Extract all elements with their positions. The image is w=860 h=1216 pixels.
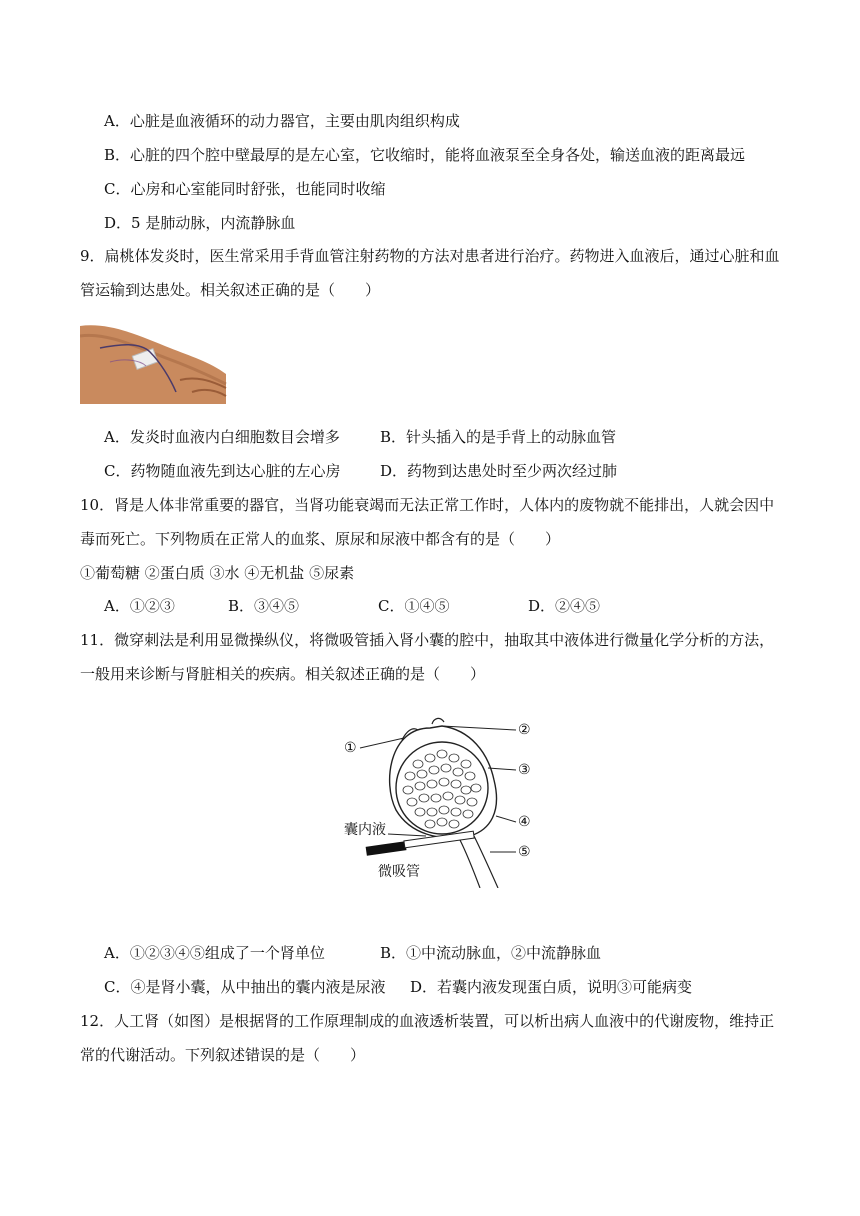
q11-stem-line1: 11．微穿刺法是利用显微操纵仪，将微吸管插入肾小囊的腔中，抽取其中液体进行微量化学分析的方法， [80, 631, 775, 649]
q11-option-a: A．①②③④⑤组成了一个肾单位 [104, 944, 325, 962]
q10-substance-list: ①葡萄糖 ②蛋白质 ③水 ④无机盐 ⑤尿素 [80, 564, 355, 582]
label-4: ④ [518, 814, 531, 830]
q10-option-a: A．①②③ [104, 597, 175, 615]
renal-corpuscle-diagram [330, 712, 550, 888]
q11-option-d: D．若囊内液发现蛋白质，说明③可能病变 [410, 978, 693, 996]
q8-option-b: B．心脏的四个腔中壁最厚的是左心室，它收缩时，能将血液泵至全身各处，输送血液的距离最远 [104, 146, 746, 164]
q8-option-c: C．心房和心室能同时舒张，也能同时收缩 [104, 180, 386, 198]
label-5: ⑤ [518, 844, 531, 860]
q10-option-d: D．②④⑤ [528, 597, 601, 615]
label-micropipette: 微吸管 [378, 864, 420, 880]
q9-option-d: D．药物到达患处时至少两次经过肺 [380, 462, 618, 480]
q9-option-c: C．药物随血液先到达心脏的左心房 [104, 462, 341, 480]
q11-option-c: C．④是肾小囊，从中抽出的囊内液是尿液 [104, 978, 386, 996]
q12-stem-line1: 12．人工肾（如图）是根据肾的工作原理制成的血液透析装置，可以析出病人血液中的代谢废物，维持正 [80, 1012, 775, 1030]
q9-stem-line2: 管运输到达患处。相关叙述正确的是（ ） [80, 281, 381, 299]
q10-option-b: B．③④⑤ [228, 597, 300, 615]
q9-option-b: B．针头插入的是手背上的动脉血管 [380, 428, 617, 446]
q10-stem-line1: 10．肾是人体非常重要的器官，当肾功能衰竭而无法正常工作时，人体内的废物就不能排出，人就会因中 [80, 496, 775, 514]
q9-stem-line1: 9．扁桃体发炎时，医生常采用手背血管注射药物的方法对患者进行治疗。药物进入血液后，通过心脏和血 [80, 247, 780, 265]
label-1: ① [344, 740, 357, 756]
q9-option-a: A．发炎时血液内白细胞数目会增多 [104, 428, 340, 446]
q11-stem-line2: 一般用来诊断与肾脏相关的疾病。相关叙述正确的是（ ） [80, 665, 486, 683]
q10-stem-line2: 毒而死亡。下列物质在正常人的血浆、原尿和尿液中都含有的是（ ） [80, 530, 561, 548]
q12-stem-line2: 常的代谢活动。下列叙述错误的是（ ） [80, 1046, 366, 1064]
hand-injection-image [80, 318, 228, 406]
q8-option-a: A．心脏是血液循环的动力器官，主要由肌肉组织构成 [104, 112, 460, 130]
q8-option-d: D．5 是肺动脉，内流静脉血 [104, 214, 296, 232]
label-2: ② [518, 722, 531, 738]
label-3: ③ [518, 762, 531, 778]
label-capsule-fluid: 囊内液 [344, 822, 386, 838]
q10-option-c: C．①④⑤ [378, 597, 450, 615]
q11-option-b: B．①中流动脉血，②中流静脉血 [380, 944, 602, 962]
